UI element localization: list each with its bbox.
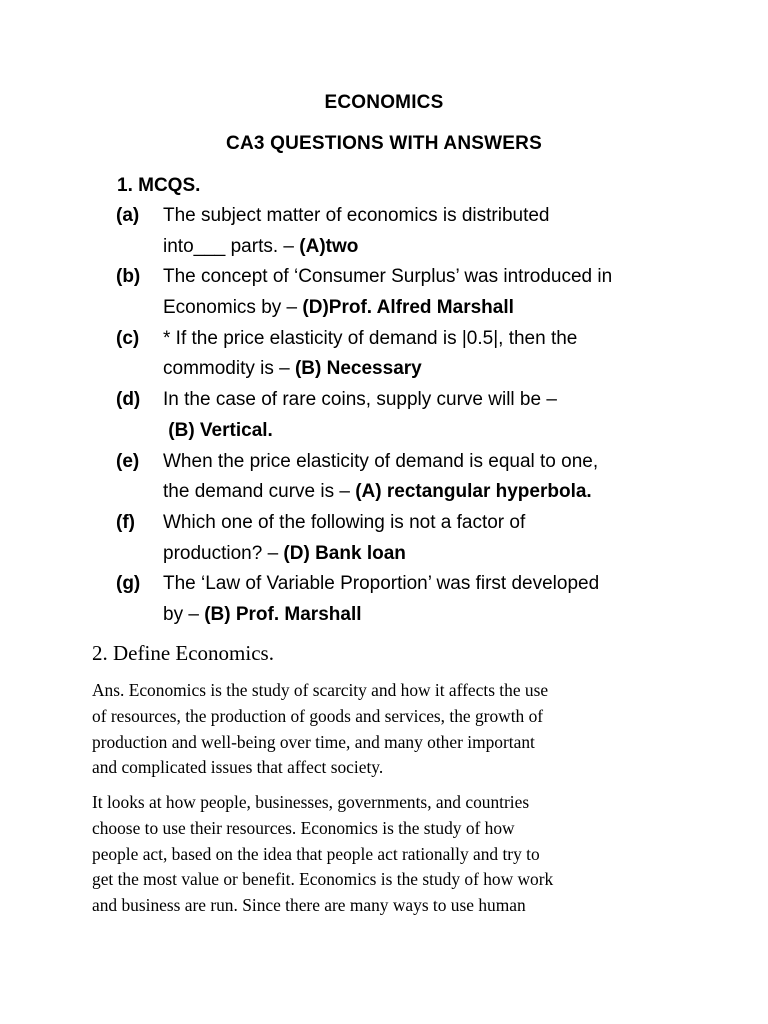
mcq-answer: (D)Prof. Alfred Marshall (302, 297, 514, 319)
mcq-item (116, 324, 676, 385)
paragraph-line: production and well-being over time, and many other important (92, 731, 535, 752)
paragraph-line: Ans. Economics is the study of scarcity and how it affects the use (92, 680, 549, 700)
mcq-answer: (B) Vertical. (168, 419, 273, 441)
section-heading-define-economics: 2. Define Economics. (92, 641, 274, 665)
mcq-question-line: In the case of rare coins, supply curve will be – (163, 389, 557, 411)
mcq-question-text: by – (163, 603, 205, 625)
mcq-answer-line (163, 232, 676, 263)
mcq-answer-line (163, 416, 676, 447)
mcq-letter: (g) (116, 573, 141, 595)
mcq-answer-line (163, 354, 676, 385)
mcq-question-line: Which one of the following is not a factor of (163, 511, 526, 533)
mcq-item (116, 385, 676, 446)
mcq-question-text: commodity is – (163, 358, 295, 380)
section-heading-mcqs: 1. MCQS. (117, 175, 201, 196)
mcq-item (116, 508, 676, 569)
paragraph-line: get the most value or benefit. Economics is the study of how work (92, 869, 554, 890)
answer-paragraph (92, 678, 682, 781)
mcq-question-text: into___ parts. – (163, 235, 300, 257)
mcq-letter: (f) (116, 511, 135, 533)
mcq-question-text: Economics by – (163, 297, 303, 319)
mcq-question-line: The subject matter of economics is distributed (163, 205, 550, 226)
mcq-answer-line (163, 477, 676, 508)
mcq-question-line: * If the price elasticity of demand is |0.5|, then the (163, 327, 578, 349)
mcq-answer-line (163, 293, 676, 324)
mcq-question-text: the demand curve is – (163, 481, 356, 503)
mcq-letter: (b) (116, 266, 141, 288)
mcq-letter: (a) (116, 205, 140, 226)
mcq-letter: (d) (116, 389, 141, 411)
paragraph-line: choose to use their resources. Economics is the study of how (92, 817, 515, 838)
mcq-question-line: When the price elasticity of demand is equal to one, (163, 450, 599, 472)
document-subtitle: CA3 QUESTIONS WITH ANSWERS (226, 133, 542, 154)
mcq-list (116, 201, 676, 631)
mcq-question-text: production? – (163, 542, 284, 564)
mcq-letter: (e) (116, 450, 140, 472)
mcq-question-line: The ‘Law of Variable Proportion’ was first developed (163, 573, 600, 595)
mcq-answer: (D) Bank loan (283, 542, 406, 564)
answer-paragraph (92, 790, 682, 919)
paragraph-line: and complicated issues that affect society. (92, 757, 384, 778)
paragraph-line: It looks at how people, businesses, governments, and countries (92, 792, 530, 812)
mcq-item (116, 569, 676, 630)
mcq-letter: (c) (116, 327, 140, 349)
paragraph-line: people act, based on the idea that people act rationally and try to (92, 843, 540, 864)
mcq-item (116, 262, 676, 323)
paragraph-line: of resources, the production of goods and services, the growth of (92, 705, 544, 726)
mcq-answer-line (163, 600, 676, 631)
mcq-item (116, 201, 676, 262)
mcq-question-line: The concept of ‘Consumer Surplus’ was introduced in (163, 266, 613, 288)
mcq-answer: (A)two (299, 235, 359, 257)
mcq-answer: (B) Necessary (294, 358, 422, 380)
mcq-answer-line (163, 539, 676, 570)
mcq-answer: (B) Prof. Marshall (204, 603, 362, 625)
mcq-item (116, 447, 676, 508)
paragraph-line: and business are run. Since there are many ways to use human (92, 895, 526, 916)
document-title: ECONOMICS (324, 92, 444, 113)
mcq-answer: (A) rectangular hyperbola. (355, 481, 592, 503)
